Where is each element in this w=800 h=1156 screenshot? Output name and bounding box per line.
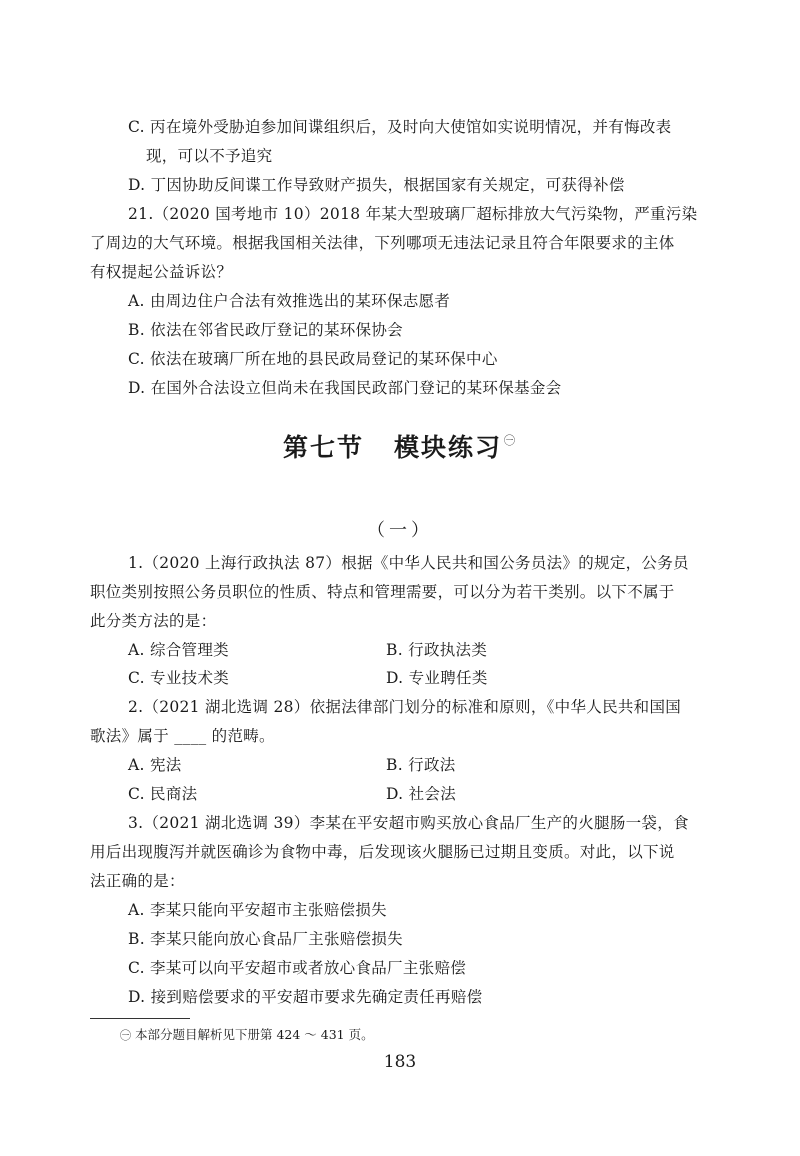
question-2-stem: 2.（2021 湖北选调 28）依据法律部门划分的标准和原则，《中华人民共和国国 bbox=[128, 698, 682, 716]
page-number: 183 bbox=[383, 1052, 417, 1072]
text-line: 歌法》属于 ____ 的范畴。 bbox=[90, 727, 275, 745]
option-line: A. 由周边住户合法有效推选出的某环保志愿者 bbox=[128, 292, 451, 310]
option-line: C. 民商法 bbox=[128, 785, 198, 803]
text-line: D. 丁因协助反间谍工作导致财产损失，根据国家有关规定，可获得补偿 bbox=[128, 176, 625, 194]
option-line: B. 依法在邻省民政厅登记的某环保协会 bbox=[128, 321, 403, 339]
option-line: A. 综合管理类 bbox=[128, 641, 229, 659]
option-line: D. 接到赔偿要求的平安超市要求先确定责任再赔偿 bbox=[128, 988, 483, 1006]
option-line: A. 李某只能向平安超市主张赔偿损失 bbox=[128, 901, 387, 919]
text-line: C. 丙在境外受胁迫参加间谍组织后，及时向大使馆如实说明情况，并有悔改表 bbox=[128, 118, 672, 136]
question-1-stem: 1.（2020 上海行政执法 87）根据《中华人民共和国公务员法》的规定，公务员 bbox=[128, 554, 689, 572]
text-line: 用后出现腹泻并就医确诊为食物中毒，后发现该火腿肠已过期且变质。对此，以下说 bbox=[90, 843, 675, 861]
section-number: 第七节 bbox=[282, 433, 364, 462]
footnote-divider bbox=[90, 1018, 190, 1019]
footnote-text: 本部分题目解析见下册第 424 ～ 431 页。 bbox=[135, 1027, 374, 1042]
section-title bbox=[0, 428, 800, 464]
text-line: 有权提起公益诉讼？ bbox=[90, 263, 233, 281]
option-line: C. 专业技术类 bbox=[128, 669, 230, 687]
text-line: 现，可以不予追究 bbox=[146, 147, 273, 165]
text-line: 了周边的大气环境。根据我国相关法律，下列哪项无违法记录且符合年限要求的主体 bbox=[90, 234, 675, 252]
footnote bbox=[120, 1026, 374, 1045]
footnote-mark: ㊀ bbox=[120, 1029, 131, 1042]
text-line: 此分类方法的是： bbox=[90, 612, 217, 630]
section-name: 模块练习 bbox=[394, 433, 503, 462]
option-line: D. 社会法 bbox=[386, 785, 457, 803]
section-subtitle: （一） bbox=[367, 520, 433, 541]
option-line: B. 行政法 bbox=[386, 756, 456, 774]
option-line: B. 李某只能向放心食品厂主张赔偿损失 bbox=[128, 930, 403, 948]
footnote-marker: ㊀ bbox=[504, 434, 518, 447]
option-line: D. 在国外合法设立但尚未在我国民政部门登记的某环保基金会 bbox=[128, 379, 562, 397]
option-line: D. 专业聘任类 bbox=[386, 669, 488, 687]
text-line: 职位类别按照公务员职位的性质、特点和管理需要，可以分为若干类别。以下不属于 bbox=[90, 583, 675, 601]
question-21-stem: 21.（2020 国考地市 10）2018 年某大型玻璃厂超标排放大气污染物，严重污染 bbox=[128, 205, 698, 223]
option-line: B. 行政执法类 bbox=[386, 641, 488, 659]
text-line: 法正确的是： bbox=[90, 872, 185, 890]
option-line: C. 李某可以向平安超市或者放心食品厂主张赔偿 bbox=[128, 959, 467, 977]
option-line: A. 宪法 bbox=[128, 756, 182, 774]
option-line: C. 依法在玻璃厂所在地的县民政局登记的某环保中心 bbox=[128, 350, 498, 368]
question-3-stem: 3.（2021 湖北选调 39）李某在平安超市购买放心食品厂生产的火腿肠一袋，食 bbox=[128, 814, 689, 832]
